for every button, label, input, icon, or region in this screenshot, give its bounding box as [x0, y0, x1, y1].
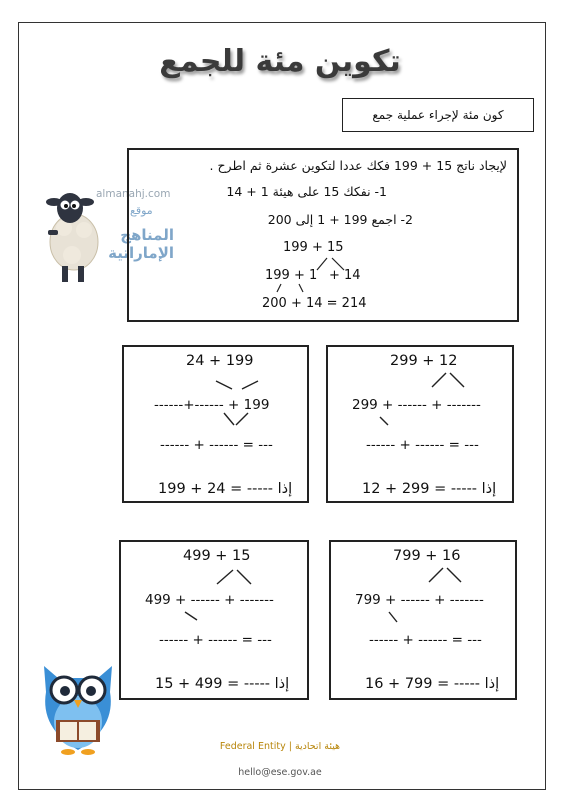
- example-right-part: + 14: [329, 268, 361, 283]
- exercise-blanks-line[interactable]: ------+------ + 199: [154, 397, 270, 413]
- exercise-blanks-line[interactable]: 299 + ------ + -------: [352, 397, 481, 413]
- subtitle-box: [342, 98, 534, 132]
- exercise-answer-line[interactable]: إذا ----- = 24 + 199: [158, 481, 293, 497]
- footer-entity: Federal Entity | هيئة اتحادية: [219, 741, 341, 752]
- exercise-problem: 799 + 16: [393, 548, 461, 564]
- exercise-answer-line[interactable]: إذا ----- = 299 + 12: [362, 481, 497, 497]
- watermark-arabic-2: المناهج الإماراتية: [108, 226, 174, 262]
- exercise-box-1: [122, 345, 309, 503]
- exercise-sum-line[interactable]: ------ + ------ = ---: [366, 437, 479, 453]
- owl-illustration: [34, 648, 122, 758]
- example-step-1: 1- نفكك 15 على هيئة 1 + 14: [226, 184, 387, 199]
- example-left-part: 199 + 1: [265, 268, 318, 283]
- exercise-box-3: [119, 540, 309, 700]
- subtitle-text: كون مئة لإجراء عملية جمع: [372, 108, 504, 122]
- watermark-arabic-1: موقع: [130, 204, 153, 217]
- exercise-sum-line[interactable]: ------ + ------ = ---: [369, 632, 482, 648]
- example-step-2: 2- اجمع 199 + 1 إلى 200: [267, 212, 413, 227]
- example-result: 200 + 14 = 214: [262, 296, 367, 311]
- exercise-problem: 499 + 15: [183, 548, 251, 564]
- exercise-answer-line[interactable]: إذا ----- = 799 + 16: [365, 676, 500, 692]
- footer-email[interactable]: hello@ese.gov.ae: [238, 767, 322, 778]
- exercise-sum-line[interactable]: ------ + ------ = ---: [160, 437, 273, 453]
- exercise-answer-line[interactable]: إذا ----- = 499 + 15: [155, 676, 290, 692]
- example-box: [127, 148, 519, 322]
- exercise-box-2: [326, 345, 514, 503]
- page-title: تكوين مئة للجمع: [159, 44, 401, 79]
- exercise-problem: 24 + 199: [186, 353, 254, 369]
- exercise-sum-line[interactable]: ------ + ------ = ---: [159, 632, 272, 648]
- exercise-problem: 299 + 12: [390, 353, 458, 369]
- example-problem: 199 + 15: [283, 240, 344, 255]
- exercise-blanks-line[interactable]: 499 + ------ + -------: [145, 592, 274, 608]
- watermark-site: almanahj.com: [96, 188, 171, 200]
- exercise-blanks-line[interactable]: 799 + ------ + -------: [355, 592, 484, 608]
- example-instruction: لإيجاد ناتج 15 + 199 فكك عددا لتكوين عشرة ثم اطرح .: [209, 158, 507, 173]
- exercise-box-4: [329, 540, 517, 700]
